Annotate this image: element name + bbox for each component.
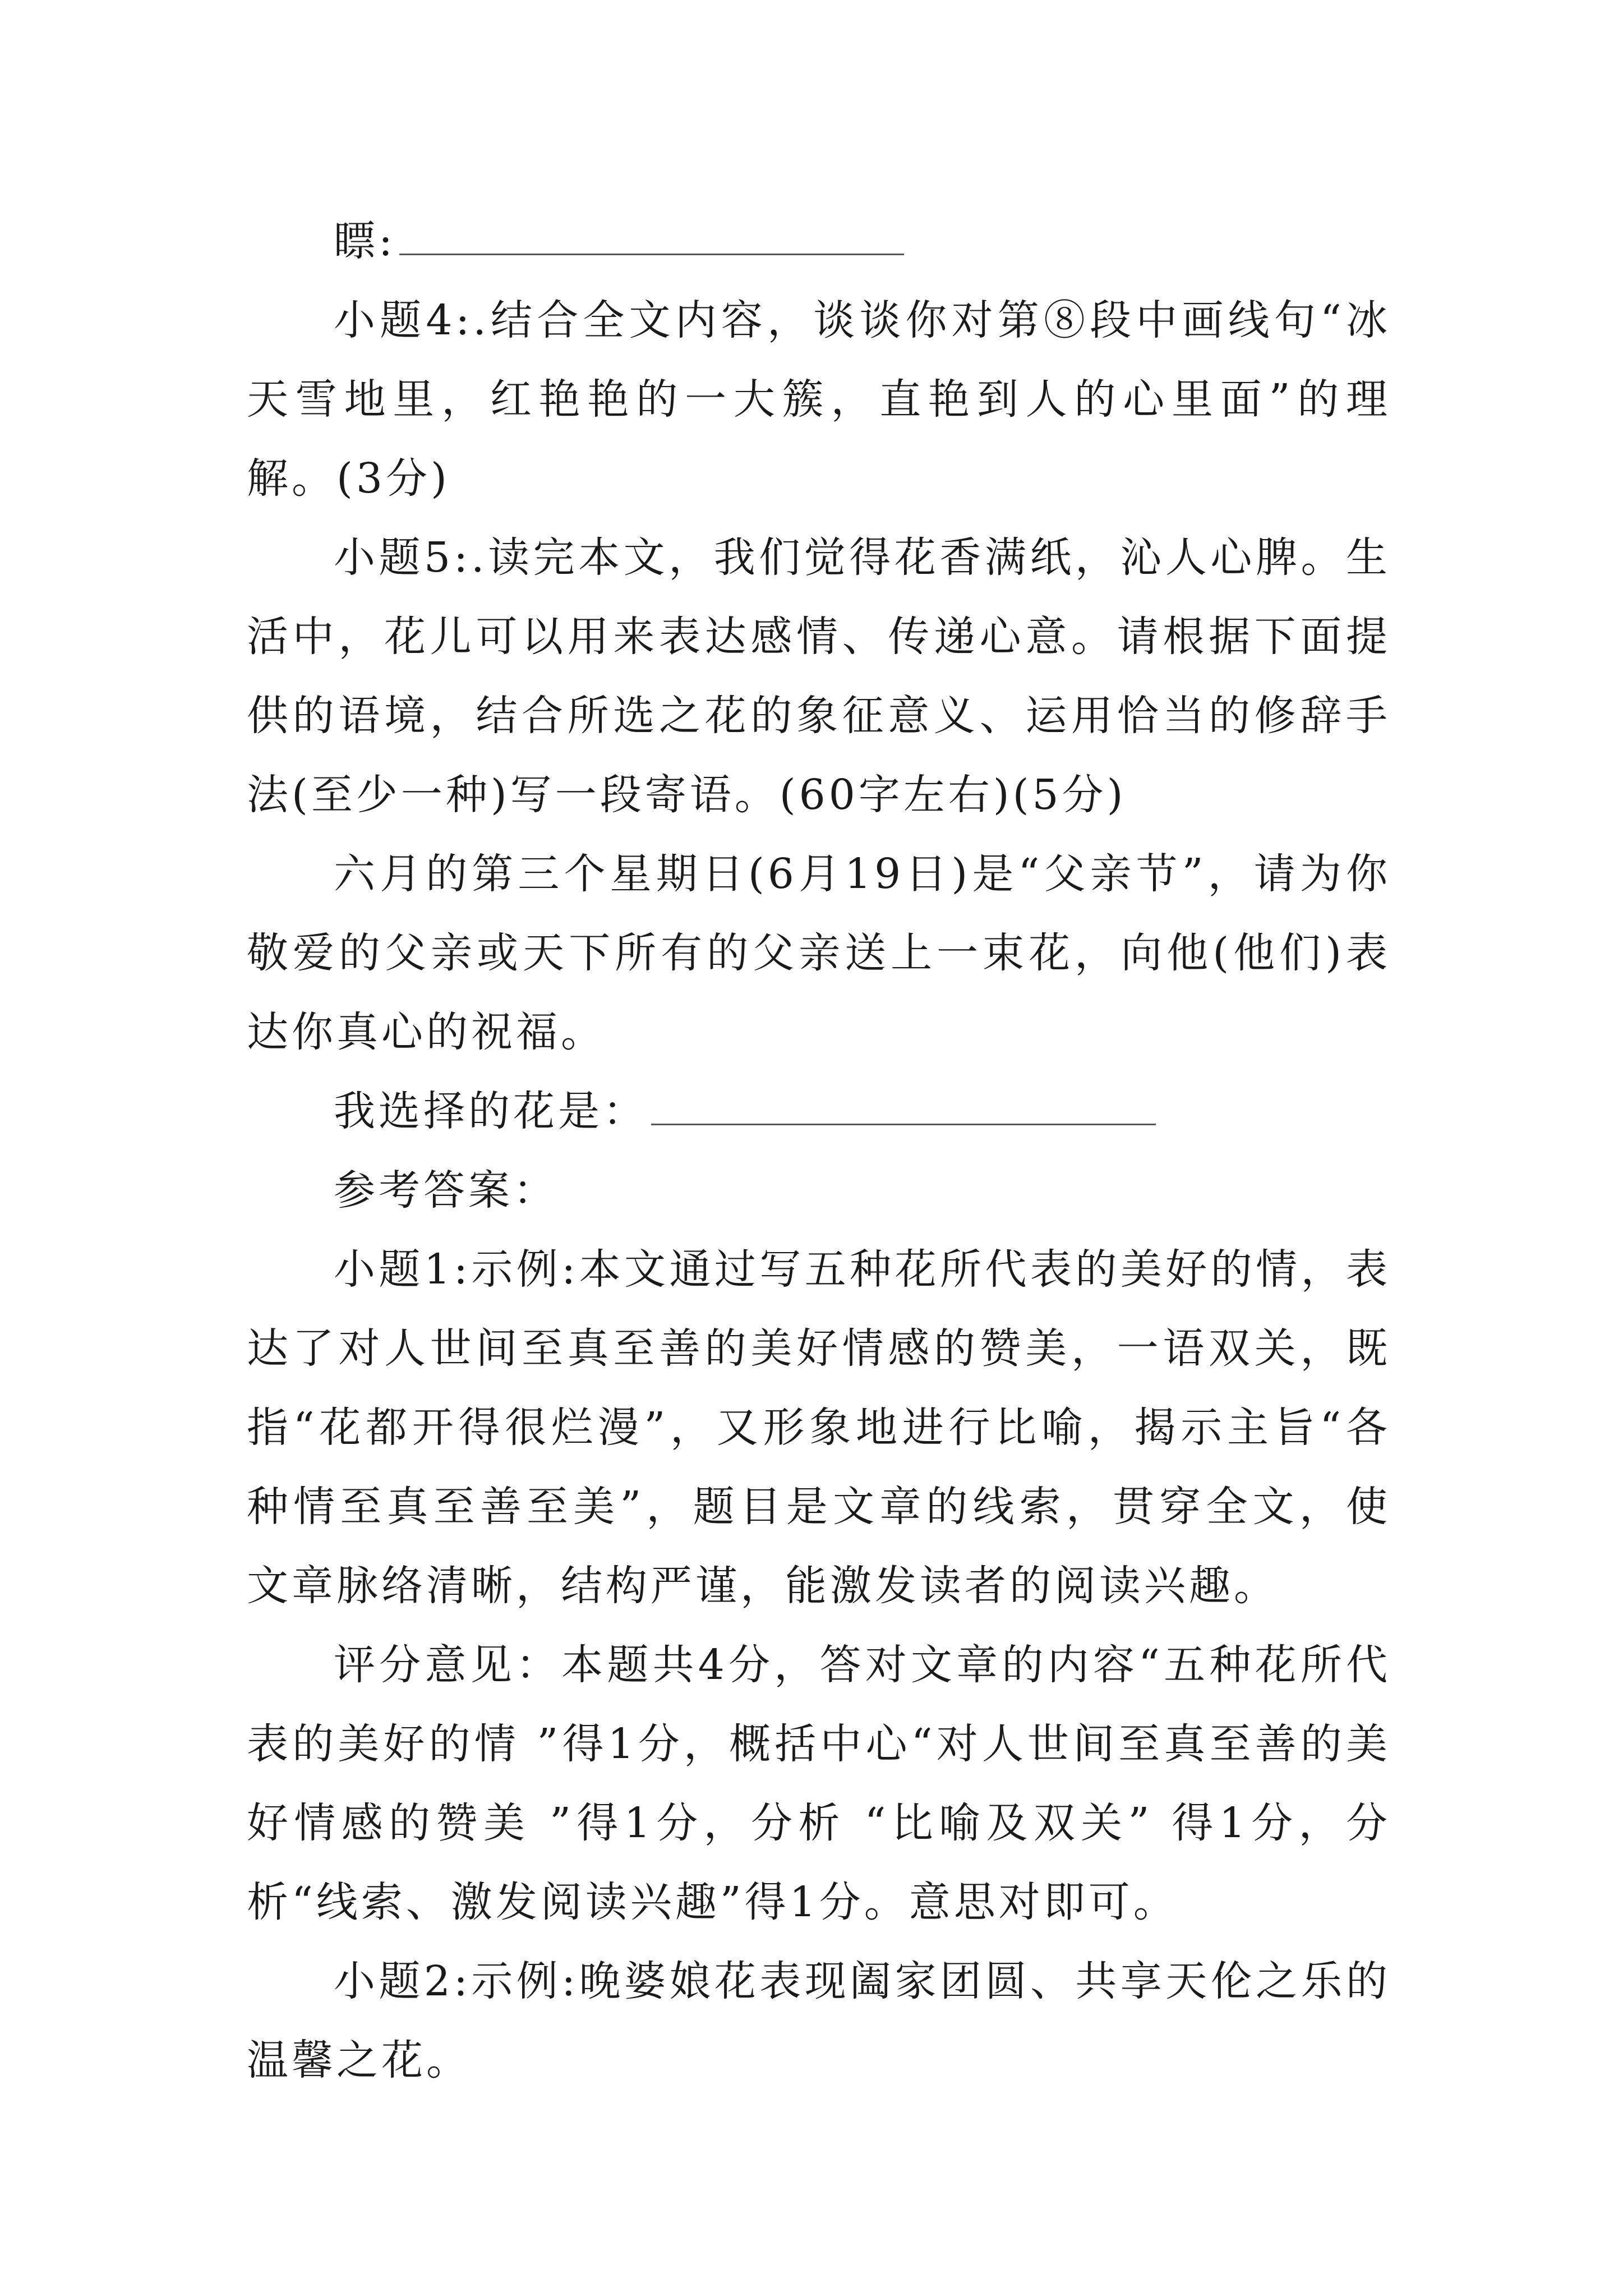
- paragraph-question-4: 小题4:.结合全文内容，谈谈你对第⑧段中画线句“冰天雪地里，红艳艳的一大簇，直艳到人的心里面”的理解。(3分): [247, 296, 1391, 503]
- paragraph-question-5: 小题5:.读完本文，我们觉得花香满纸，沁人心脾。生活中，花儿可以用来表达感情、传递心意。请根据下面提供的语境，结合所选之花的象征意义、运用恰当的修辞手法(至少一种)写一段寄语。(60字左右)(5分): [247, 533, 1391, 819]
- paragraph-answer-1: 小题1:示例:本文通过写五种花所代表的美好的情，表达了对人世间至真至善的美好情感的赞美，一语双关，既指“花都开得很烂漫”，又形象地进行比喻，揭示主旨“各种情至真至善至美”，题目是文章的线索，贯穿全文，使文章脉络清晰，结构严谨，能激发读者的阅读兴趣。: [247, 1245, 1391, 1610]
- paragraph-flower-choice: [247, 1072, 1391, 1151]
- paragraph-answer-line-1: [247, 202, 1391, 281]
- flower-choice-label: 我选择的花是：: [334, 1087, 648, 1135]
- answer-blank-line: [399, 214, 904, 255]
- paragraph-scoring: 评分意见：本题共4分，答对文章的内容“五种花所代表的美好的情 ”得1分，概括中心“对人世间至真至善的美好情感的赞美 ”得1分，分析 “比喻及双关” 得1分，分析“线索、激发阅读兴趣”得1分。意思对即可。: [247, 1641, 1391, 1926]
- paragraph-answer-2: 小题2:示例:晚婆娘花表现阖家团圆、共享天伦之乐的温馨之花。: [247, 1957, 1391, 2085]
- paragraph-context: 六月的第三个星期日(6月19日)是“父亲节”，请为你敬爱的父亲或天下所有的父亲送上一束花，向他(他们)表达你真心的祝福。: [247, 850, 1391, 1056]
- flower-choice-blank-line: [651, 1084, 1156, 1125]
- paragraph-answer-key-heading: 参考答案：: [334, 1166, 558, 1214]
- answer-line-label: 瞟:: [334, 217, 396, 265]
- document-body: [247, 202, 1391, 2100]
